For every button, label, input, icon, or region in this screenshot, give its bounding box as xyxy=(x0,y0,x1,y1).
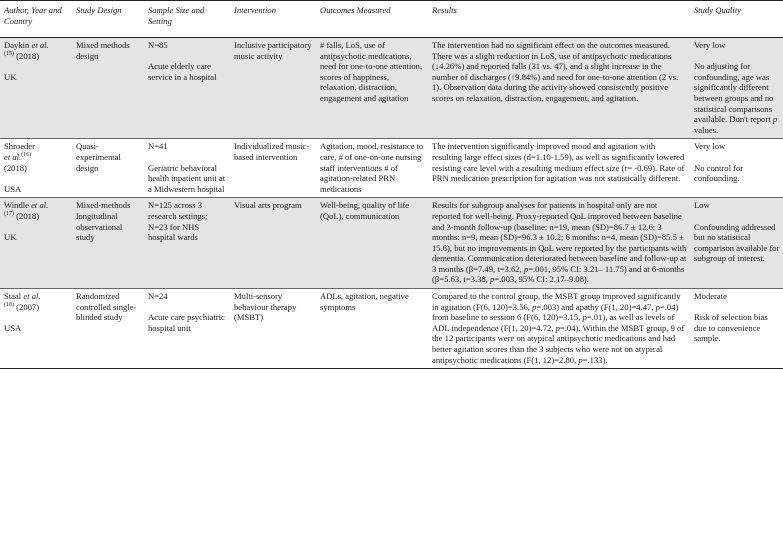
header-sample: Sample Size and Setting xyxy=(148,5,205,26)
table-row xyxy=(0,198,783,289)
author-name: Daykin xyxy=(4,40,30,50)
table-row xyxy=(0,38,783,139)
author-name: Windle xyxy=(4,200,29,211)
author-year: (2018) xyxy=(4,162,27,173)
author-etal: et al. xyxy=(31,200,49,211)
author-name: Staal xyxy=(4,291,22,302)
cell-results: The intervention had no significant effect on the outcomes measured. There was a slight reduction in LoS, use of antipsychotic medications (↓4.26%) and reported falls (31 vs. 47), and a slight increase in the number of discharges (↑9.84%) and need for one-to-one attention (2 vs. 1). Observation data during the activity showed consistently positive scores on relaxation, distraction, engagement, and agitation. xyxy=(432,40,679,103)
author-ref: (17) xyxy=(4,211,14,218)
author-etal: et al. xyxy=(23,291,41,302)
cell-results: Compared to the control group, the MSBT group improved significantly in agitation (F(6, 120)=3.56, p=.003) and apathy (F(1, 20)=4.47, p=.04) from baseline to session 6 (F(6, 120)=3.15, p=.01), as well as levels of ADL independence (F(1, 20)=4.72, p=.04). Within the MSBT group, 9 of the 12 participants were on atypical antipsychotic medications and had better agitation scores than the 3 subjects who were not on atypical antipsychotic medications (F(1, 12)=2.80, p=.133). xyxy=(432,291,685,365)
author-ref: (15) xyxy=(4,50,14,57)
author-name: Shroeder xyxy=(4,141,36,152)
cell-sample xyxy=(144,289,230,369)
sample-setting: Acute elderly care service in a hospital xyxy=(148,61,217,82)
author-year: (2018) xyxy=(16,50,40,61)
quality-rating: Very low xyxy=(694,141,726,152)
cell-design: Mixed-methods longitudinal observational study xyxy=(76,200,131,243)
sample-setting: Geriatric behavioral health inpatient unit at a Midwestern hospital xyxy=(148,162,226,194)
sample-size: N=24 xyxy=(148,291,168,302)
cell-outcomes: ADLs, agitation, negative symptoms xyxy=(320,291,409,312)
cell-design: Mixed methods design xyxy=(76,40,130,61)
cell-author xyxy=(0,198,72,289)
cell-quality xyxy=(690,289,783,369)
cell-intervention: Individualized music-based intervention xyxy=(234,141,310,162)
header-intervention: Intervention xyxy=(234,5,276,15)
cell-author xyxy=(0,139,72,198)
cell-quality xyxy=(690,139,783,198)
quality-rating: Moderate xyxy=(694,291,727,302)
author-country: UK xyxy=(4,232,17,243)
header-quality: Study Quality xyxy=(694,5,742,15)
author-ref: (16) xyxy=(21,152,32,159)
cell-design: Quasi-experimental design xyxy=(76,141,121,173)
cell-results: The intervention significantly improved mood and agitation with resulting large effect sizes (d=1.10-1.59), as well as significantly lowered resisting care level with a resulting medium effect size (r= -0.69). Rate of PRN medication prescription for agitation was not statistically different. xyxy=(432,141,685,184)
cell-results: Results for subgroup analyses for patients in hospital only are not reported for well-being. Proxy-reported QoL improved between baseline and 3-month follow-up (baseline: n=19, mean (SD)=86.7 ± 12.6; 3 months: n=9, mean (SD)=96.3 ± 10.2; 6 months: n=4, mean (SD)=85.5 ± 15.6), but no improvements in QoL were reported by the participants with dementia. Communication deteriorated between baseline and follow-up at 3 months (β=7.49, t=3.62, p=.001, 95% CI: 3.21– 11.75) and at 6-months (β=5.63, t=3.38, p=.003, 95% CI: 2.17–9.08). xyxy=(432,200,687,285)
table-body xyxy=(0,38,783,369)
header-author: Author, Year and Country xyxy=(4,5,62,26)
cell-intervention: Inclusive participatory music activity xyxy=(234,40,312,61)
quality-note: No adjusting for confounding, age was significantly different between groups and no statistical comparisons available. Don't report p values. xyxy=(694,61,778,135)
cell-sample: N=125 across 3 research settings; N=23 for NHS hospital wards xyxy=(148,200,208,243)
cell-sample xyxy=(144,139,230,198)
header-outcomes: Outcomes Measured xyxy=(320,5,391,15)
header-results: Results xyxy=(432,5,457,15)
cell-quality xyxy=(690,198,783,289)
sample-setting: Acute care psychiatric hospital unit xyxy=(148,312,225,333)
quality-note: Risk of selection bias due to convenience sample. xyxy=(694,312,768,344)
cell-author xyxy=(0,38,72,139)
table-header xyxy=(0,1,783,38)
table-row xyxy=(0,289,783,369)
author-etal: et al. xyxy=(4,151,22,162)
cell-intervention: Visual arts program xyxy=(234,200,302,211)
author-year: (2018) xyxy=(16,210,40,221)
cell-outcomes: Well-being, quality of life (QoL), communication xyxy=(320,200,410,221)
author-ref: (18) xyxy=(4,301,14,308)
quality-note: Confounding addressed but no statistical comparison available for subgroup of interest. xyxy=(694,221,780,264)
sample-size: N=41 xyxy=(148,141,168,152)
cell-intervention: Multi-sensory behaviour therapy (MSBT) xyxy=(234,291,297,323)
sample-size: N=85 xyxy=(148,40,168,50)
author-country: USA xyxy=(4,322,22,333)
cell-design: Randomized controlled single-blinded study xyxy=(76,291,137,323)
quality-rating: Low xyxy=(694,200,710,211)
header-row xyxy=(0,1,783,38)
author-country: UK xyxy=(4,71,17,82)
cell-quality xyxy=(690,38,783,139)
author-country: USA xyxy=(4,183,22,194)
cell-sample xyxy=(144,38,230,139)
table-row xyxy=(0,139,783,198)
header-design: Study Design xyxy=(76,5,122,15)
author-year: (2007) xyxy=(16,301,40,312)
cell-outcomes: # falls, LoS, use of antipsychotic medications, need for one-to-one attention, scores of happiness, relaxation, distraction, engagement and agitation xyxy=(320,40,423,103)
quality-rating: Very low xyxy=(694,40,726,50)
cell-outcomes: Agitation, mood, resistance to care, # of one-on-one nursing staff interventions # of agitation-related PRN medications xyxy=(320,141,424,194)
quality-note: No control for confounding. xyxy=(694,162,744,184)
cell-author xyxy=(0,289,72,369)
author-etal: et al. xyxy=(31,40,49,50)
